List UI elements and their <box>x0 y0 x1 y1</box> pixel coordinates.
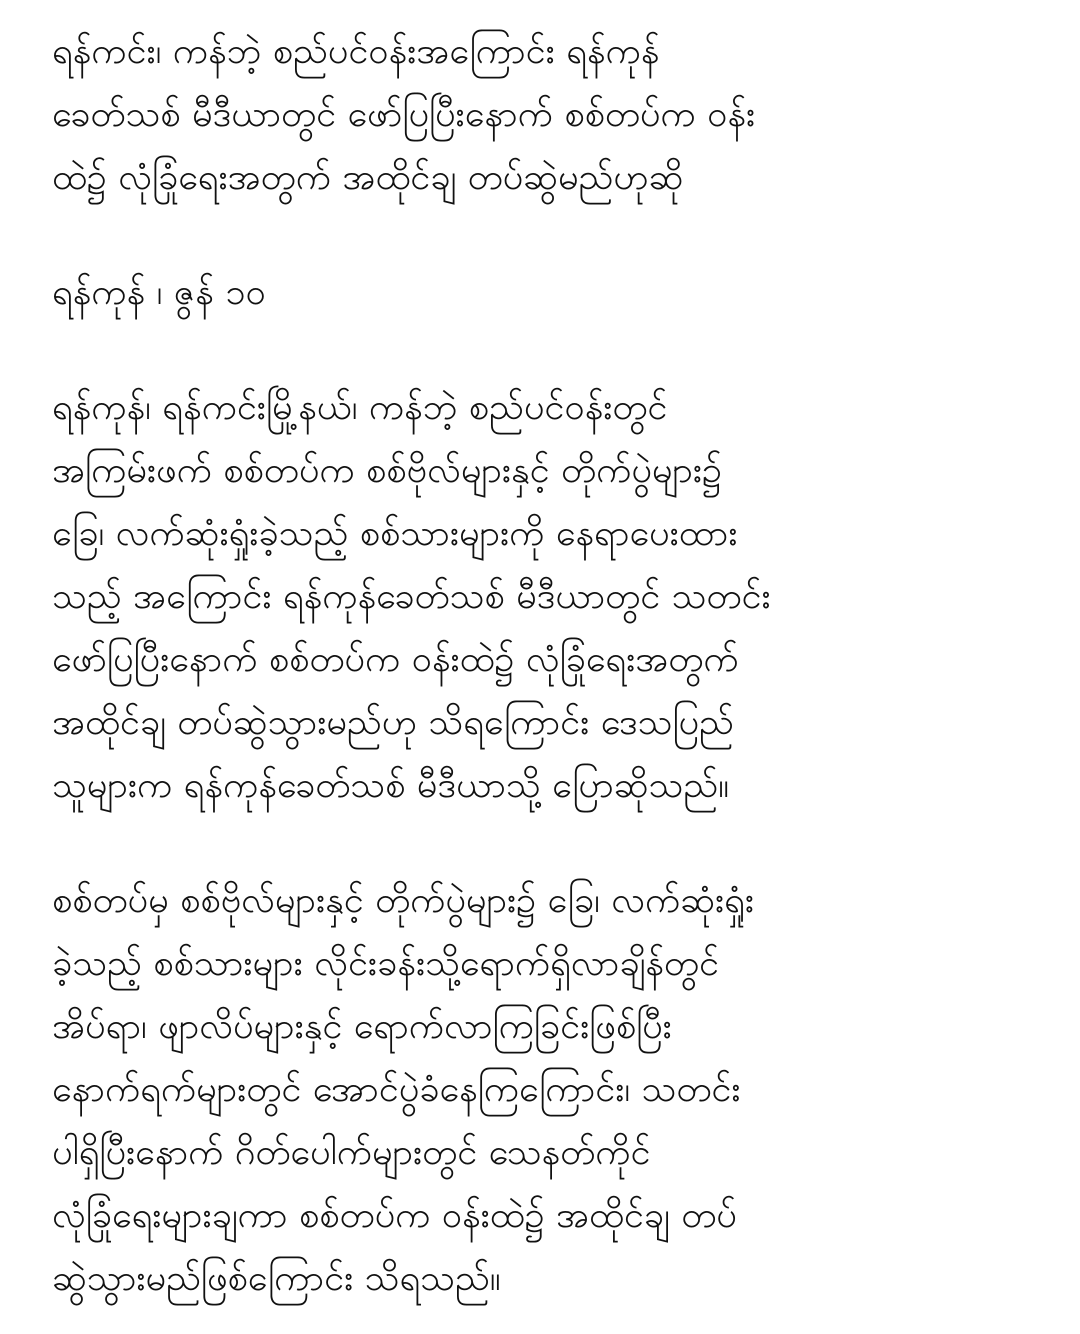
headline-line: ရန်ကင်း၊ ကန်ဘဲ့ စည်ပင်ဝန်းအကြောင်း ရန်ကုန် <box>52 31 660 72</box>
headline-line: ထဲ၌ လုံခြုံရေးအတွက် အထိုင်ချ တပ်ဆွဲမည်ဟုဆို <box>52 157 684 198</box>
paragraph-line: လုံခြုံရေးများချကာ စစ်တပ်က ဝန်းထဲ၌ အထိုင်ချ တပ် <box>52 1195 737 1236</box>
headline <box>52 20 1052 209</box>
news-article <box>52 20 1052 1310</box>
paragraph-line: ရန်ကုန်၊ ရန်ကင်းမြို့နယ်၊ ကန်ဘဲ့ စည်ပင်ဝန်းတွင် <box>52 387 668 428</box>
paragraph-line: သည့် အကြောင်း ရန်ကုန်ခေတ်သစ် မီဒီယာတွင် သတင်း <box>52 576 771 617</box>
paragraph-line: အကြမ်းဖက် စစ်တပ်က စစ်ဗိုလ်များနှင့် တိုက်ပွဲများ၌ <box>52 450 723 491</box>
dateline-text: ရန်ကုန် ၊ ဇွန် ၁၀ <box>52 272 266 313</box>
paragraph-line: စစ်တပ်မှ စစ်ဗိုလ်များနှင့် တိုက်ပွဲများ၌ ခြေ၊ လက်ဆုံးရှုံး <box>52 880 754 921</box>
paragraph-line: ပါရှိပြီးနောက် ဂိတ်ပေါက်များတွင် သေနတ်ကိုင် <box>52 1132 651 1173</box>
dateline <box>52 261 1052 324</box>
paragraph-line: အိပ်ရာ၊ ဖျာလိပ်များနှင့် ရောက်လာကြခြင်းဖြစ်ပြီး <box>52 1006 672 1047</box>
paragraph-line: ဆွဲသွားမည်ဖြစ်ကြောင်း သိရသည်။ <box>52 1258 501 1299</box>
paragraph-line: အထိုင်ချ တပ်ဆွဲသွားမည်ဟု သိရကြောင်း ဒေသပြည် <box>52 702 734 743</box>
headline-line: ခေတ်သစ် မီဒီယာတွင် ဖော်ပြပြီးနောက် စစ်တပ်က ဝန်း <box>52 94 756 135</box>
paragraph-line: ခြေ၊ လက်ဆုံးရှုံးခဲ့သည့် စစ်သားများကို နေရာပေးထား <box>52 513 738 554</box>
paragraph-line: နောက်ရက်များတွင် အောင်ပွဲခံနေကြကြောင်း၊ သတင်း <box>52 1069 741 1110</box>
paragraph-line: သူများက ရန်ကုန်ခေတ်သစ် မီဒီယာသို့ ပြောဆိုသည်။ <box>52 765 730 806</box>
paragraph-line: ခဲ့သည့် စစ်သားများ လိုင်းခန်းသို့ရောက်ရှိလာချိန်တွင် <box>52 943 719 984</box>
body-paragraph-1 <box>52 376 1052 817</box>
body-paragraph-2 <box>52 869 1052 1310</box>
paragraph-line: ဖော်ပြပြီးနောက် စစ်တပ်က ဝန်းထဲ၌ လုံခြုံရေးအတွက် <box>52 639 739 680</box>
